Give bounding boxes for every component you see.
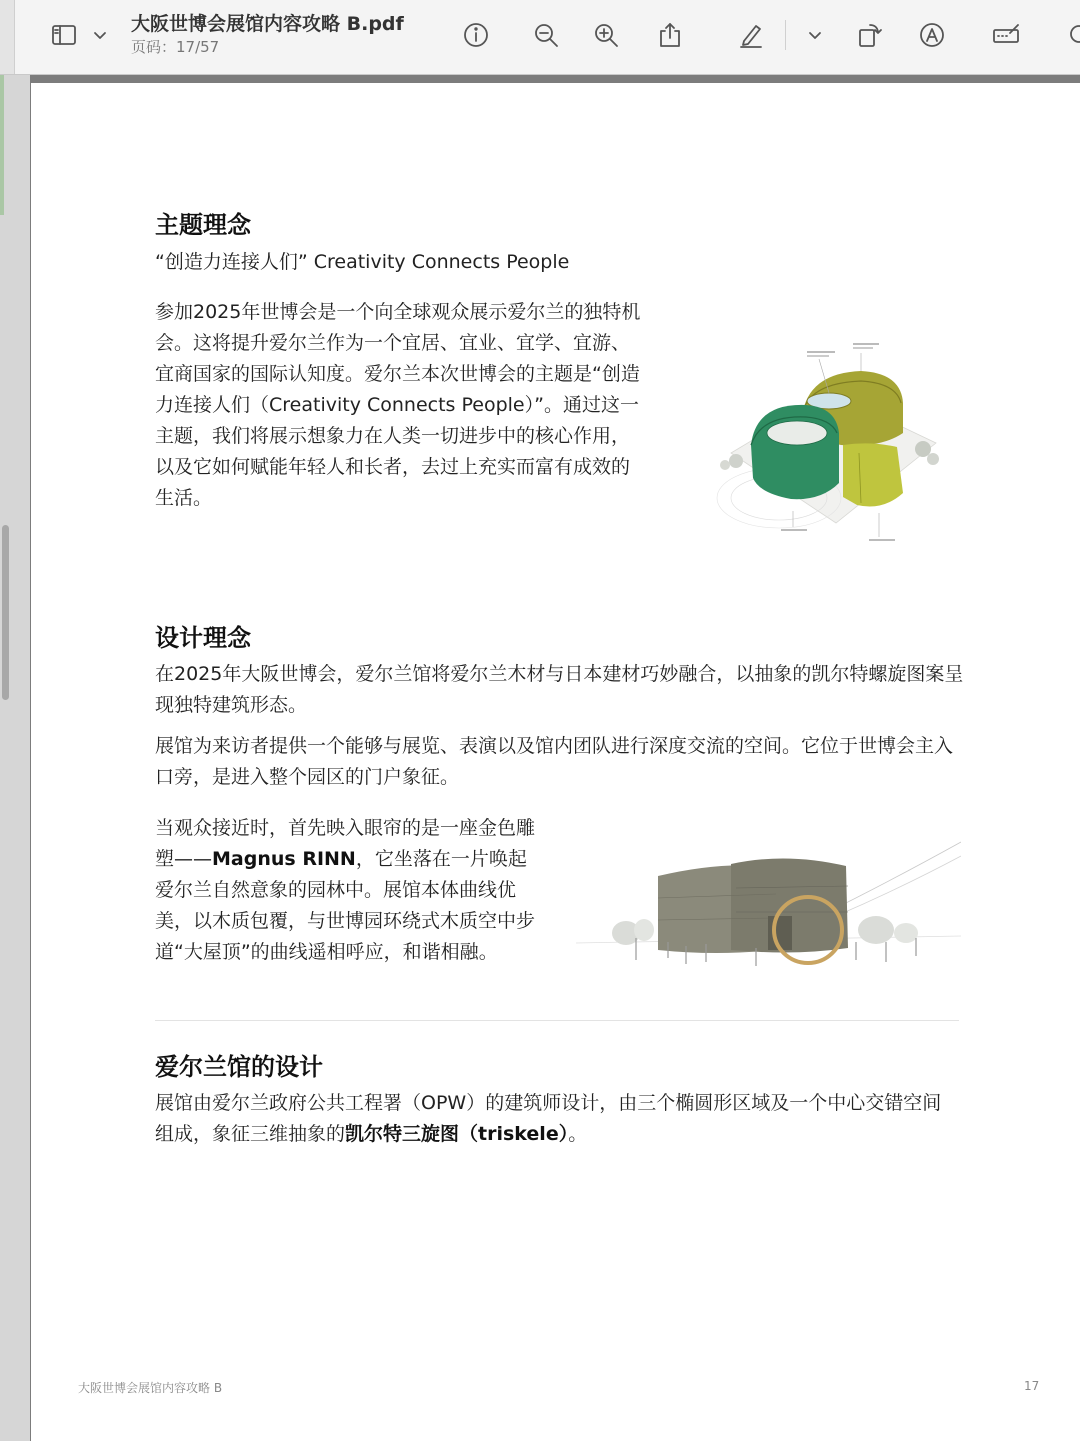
toolbar [0,0,1080,75]
section-heading-pavilion-design: 爱尔兰馆的设计 [155,1053,323,1081]
search-button[interactable] [1062,17,1080,53]
design-paragraph-1: 在2025年大阪世博会，爱尔兰馆将爱尔兰木材与日本建材巧妙融合，以抽象的凯尔特螺旋图案呈现独特建筑形态。 [155,663,964,716]
form-fill-button[interactable] [988,17,1024,53]
zoom-out-button[interactable] [528,17,564,53]
form-fill-icon [991,20,1021,50]
chevron-down-icon [92,27,108,43]
annotate-icon [917,20,947,50]
markup-menu-button[interactable] [797,17,833,53]
pavilion-design-pre: 展馆由爱尔兰政府公共工程署（OPW）的建筑师设计，由三个椭圆形区域及一个中心交错空间组成，象征三维抽象的 [155,1092,942,1145]
theme-body: 参加2025年世博会是一个向全球观众展示爱尔兰的独特机会。这将提升爱尔兰作为一个宜居、宜业、宜学、宜游、宜商国家的国际认知度。爱尔兰本次世博会的主题是“创造力连接人们（Creativity Connects People）”。通过这一主题，我们将展示想象力在人类一切进步中的核心作用，以及它如何赋能年轻人和长者，去过上充实而富有成效的生活。 [155,301,641,509]
sidebar-icon [49,20,79,50]
zoom-out-icon [531,20,561,50]
document-title: 大阪世博会展馆内容攻略 B.pdf [131,13,404,35]
scrollbar-thumb[interactable] [2,525,9,700]
pdf-page [31,83,1080,1441]
page-footer-number: 17 [1024,1379,1040,1393]
markup-button[interactable] [733,17,769,53]
design-paragraph-2: 展馆为来访者提供一个能够与展览、表演以及馆内团队进行深度交流的空间。它位于世博会主入口旁，是进入整个园区的门户象征。 [155,735,954,788]
annotate-button[interactable] [914,17,950,53]
design-paragraph-3 [155,813,545,968]
sidebar-accent [0,75,4,215]
share-icon [655,20,685,50]
sidebar-menu-button[interactable] [82,17,118,53]
search-icon [1065,20,1080,50]
pavilion-perspective-illustration [576,838,961,988]
pavilion-design-post: 。 [568,1123,588,1145]
pavilion-design-paragraph [155,1088,955,1150]
zoom-in-button[interactable] [588,17,624,53]
triskele-term: 凯尔特三旋图（triskele） [345,1123,569,1145]
section-heading-theme: 主题理念 [155,211,251,239]
sculpture-name: Magnus RINN [212,848,356,870]
section-heading-design: 设计理念 [155,624,251,652]
sidebar-toggle-button[interactable] [46,17,82,53]
window-edge [0,0,15,74]
toolbar-separator [785,20,786,50]
design-paragraph-3-pre: 当观众接近时，首先映入眼帘的是一座金色雕塑—— [155,817,536,870]
pavilion-axonometric-illustration [711,333,951,548]
theme-slogan: “创造力连接人们” Creativity Connects People [155,251,570,273]
markup-pen-icon [736,20,766,50]
design-paragraph-3-post: ，它坐落在一片唤起爱尔兰自然意象的园林中。展馆本体曲线优美，以木质包覆，与世博园环绕式木质空中步道“大屋顶”的曲线遥相呼应，和谐相融。 [155,848,536,963]
info-icon [461,20,491,50]
section-divider [155,1020,959,1021]
page-footer-title: 大阪世博会展馆内容攻略 B [78,1381,223,1395]
info-button[interactable] [458,17,494,53]
thumbnail-sidebar-edge [0,75,30,1441]
share-button[interactable] [652,17,688,53]
page-indicator: 页码：17/57 [131,38,220,56]
zoom-in-icon [591,20,621,50]
chevron-down-icon [807,27,823,43]
rotate-button[interactable] [851,17,887,53]
rotate-icon [854,20,884,50]
